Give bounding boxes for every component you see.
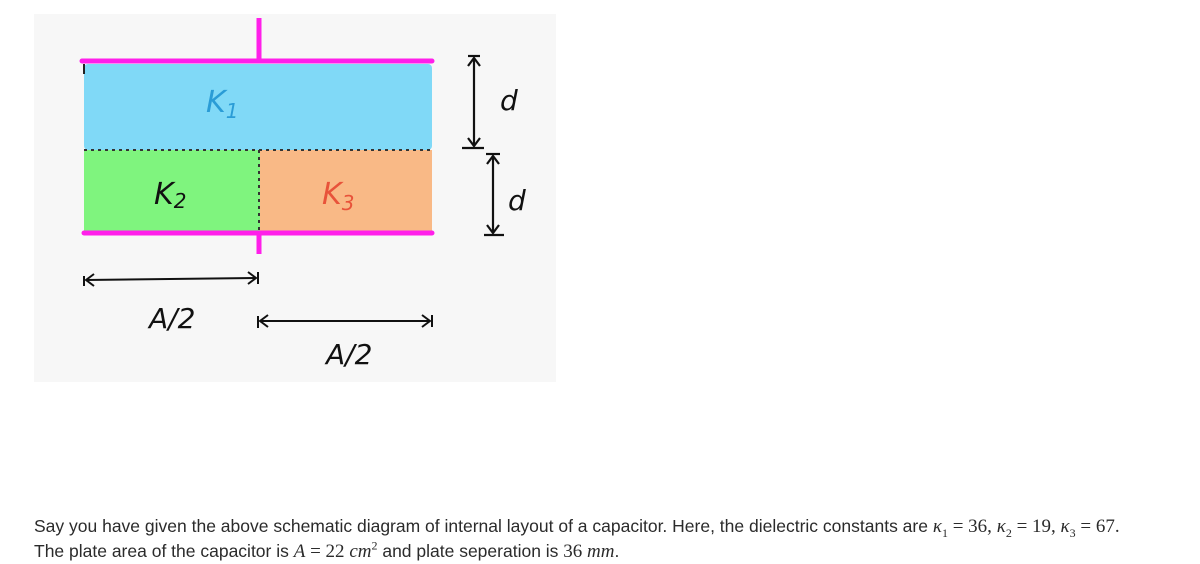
width-arrow-left <box>84 272 258 286</box>
label-gap-bottom: d <box>508 184 526 217</box>
question-line-1-text: Say you have given the above schematic diagram of internal layout of a capacitor. Here, the dielectric constants are <box>34 516 933 536</box>
separation-value: 36 mm <box>563 541 615 562</box>
capacitor-diagram <box>34 14 556 382</box>
label-half-area-left: A/2 <box>149 302 196 335</box>
gap-arrow-bottom <box>484 154 504 235</box>
label-k1: $K_1$ <box>206 85 239 123</box>
diagram-canvas <box>34 14 556 382</box>
question-line-2: The plate area of the capacitor is A = 22 $cm^2$ and plate seperation is 36 mm. <box>34 538 620 562</box>
label-half-area-right: A/2 <box>326 338 373 371</box>
question-line-2-text: The plate area of the capacitor is <box>34 541 294 561</box>
kappa-values: $\kappa_1 = 36$, $\kappa_2 = 19$, $\kappa_3 = 67$. <box>932 516 1120 540</box>
question-text <box>34 514 1184 564</box>
region-k1 <box>84 64 432 150</box>
area-value: A = 22 $cm^2$ <box>293 538 378 562</box>
label-gap-top: d <box>500 84 518 117</box>
question-line-1 <box>34 514 1184 539</box>
label-k2: K2 <box>154 177 187 213</box>
question-line-2-mid: and plate seperation is <box>377 541 564 561</box>
label-k3: $K_3$ <box>322 177 355 215</box>
gap-arrow-top <box>462 56 484 148</box>
width-arrow-right <box>258 315 432 328</box>
